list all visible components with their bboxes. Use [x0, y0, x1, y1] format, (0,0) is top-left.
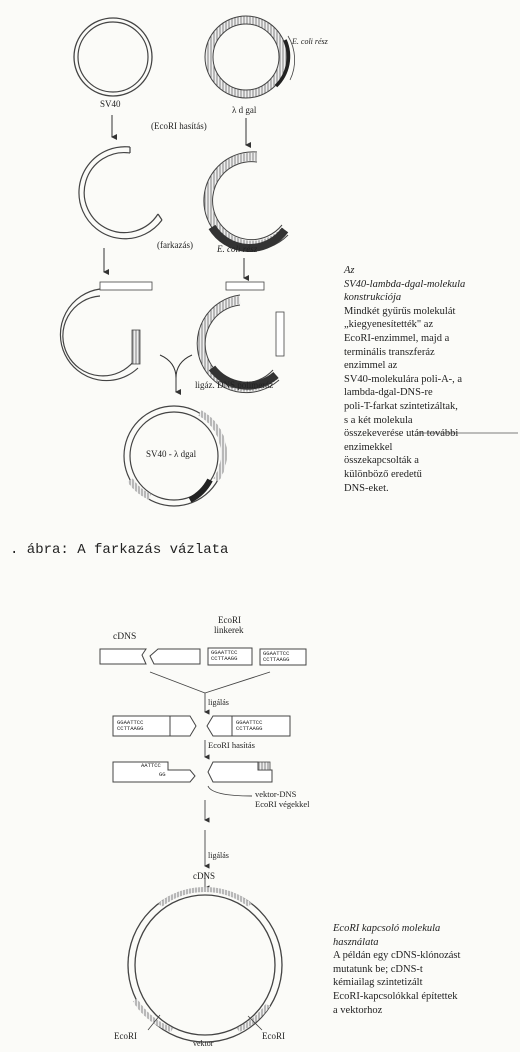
- caption1-line: összekeverése után további: [344, 428, 459, 440]
- seq-top: GGAATTCC: [117, 719, 144, 726]
- caption1-line: EcoRI-enzimmel, majd a: [344, 332, 450, 344]
- caption1-line: különböző eredetű: [344, 468, 422, 480]
- sv40-label: SV40: [100, 99, 121, 109]
- caption1-line: enzimmel az: [344, 360, 398, 372]
- ligase-label: ligáz. DNS polimeráz: [195, 380, 274, 390]
- merge-lines: [160, 355, 192, 392]
- seq-bottom: CCTTAAGG: [117, 725, 144, 732]
- gg-overhang: GG: [159, 771, 166, 778]
- linkers-label-1: EcoRI: [218, 615, 241, 625]
- ecori-cleavage-label-2: EcoRI hasítás: [208, 740, 255, 750]
- left-linker-sequence: [117, 720, 143, 732]
- cdns-fragment: [100, 649, 200, 664]
- aatt-overhang: AATTCC: [141, 762, 161, 769]
- figure2-caption: [333, 922, 460, 1017]
- hybrid-label: SV40 - λ dgal: [146, 449, 197, 459]
- ligation-label: ligálás: [208, 698, 229, 707]
- cdns-label: cDNS: [113, 632, 137, 642]
- lambda-label: λ d gal: [232, 105, 257, 115]
- caption1-line: konstrukciója: [344, 292, 402, 304]
- ligation2-label: ligálás: [208, 851, 229, 860]
- caption1-line: terminális transzferáz: [344, 346, 435, 358]
- seq-top: GGAATTCC: [236, 719, 263, 726]
- lambda-tailed: [197, 282, 284, 393]
- figure1-caption: [344, 264, 465, 495]
- cdns-ring-label: cDNS: [193, 871, 215, 881]
- seq-bottom: CCTTAAGG: [211, 655, 238, 662]
- caption1-line: poli-T-farkat szintetizáltak,: [344, 400, 458, 412]
- ecoli-mid-label: E. coli rész: [217, 244, 258, 254]
- linker2-sequence: [263, 651, 289, 663]
- ecori-cleavage-label: (EcoRI hasítás): [151, 121, 207, 131]
- tailing-label: (farkazás): [157, 240, 193, 250]
- caption2-line: a vektorhoz: [333, 1004, 383, 1016]
- sv40-circle: [74, 18, 152, 96]
- caption2-line: EcoRI kapcsoló molekula: [333, 923, 441, 934]
- caption2-line: mutatunk be; cDNS-t: [333, 963, 423, 975]
- ecoli-top-label: E. coli rész: [292, 37, 328, 46]
- vector-circle: [128, 888, 282, 1042]
- caption1-line: lambda-dgal-DNS-re: [344, 387, 433, 399]
- seq-bottom: CCTTAAGG: [236, 725, 263, 732]
- caption1-line: s a két molekula: [344, 414, 413, 426]
- caption2-line: A példán egy cDNS-klónozást: [333, 950, 461, 962]
- ecori-left-label: EcoRI: [114, 1031, 137, 1041]
- caption1-line: Az: [344, 265, 355, 276]
- vector-label-2: EcoRI végekkel: [255, 799, 310, 809]
- caption1-line: DNS-eket.: [344, 482, 389, 494]
- sv40-linear: [79, 147, 162, 239]
- linker1-sequence: [211, 650, 237, 662]
- caption1-line: „kiegyenesítették" az: [344, 319, 434, 331]
- caption1-line: Mindkét gyűrűs molekulát: [344, 305, 456, 317]
- caption2-line: kémiailag szintetizált: [333, 977, 423, 989]
- caption1-line: enzimekkel: [344, 441, 393, 453]
- sv40-tailed: [60, 282, 152, 381]
- caption1-line: összekapcsolták a: [344, 455, 419, 467]
- vector-label-1: vektor-DNS: [255, 789, 297, 799]
- cut-construct: [113, 762, 272, 782]
- figure1-title: . ábra: A farkazás vázlata: [10, 542, 229, 558]
- linkers-label-2: linkerek: [214, 625, 244, 635]
- caption1-line: SV40-molekulára poli-A-, a: [344, 373, 463, 385]
- vector-ring-label: vektor: [193, 1039, 214, 1048]
- seq-top: GGAATTCC: [211, 649, 238, 656]
- seq-top: GGAATTCC: [263, 650, 290, 657]
- lambda-linear: [204, 152, 288, 250]
- caption1-line: SV40-lambda-dgal-molekula: [344, 278, 466, 290]
- right-linker-sequence: [236, 720, 262, 732]
- caption2-line: EcoRI-kapcsolókkal építettek: [333, 990, 458, 1002]
- ecori-right-label: EcoRI: [262, 1031, 285, 1041]
- caption2-line: használata: [333, 936, 379, 948]
- seq-bottom: CCTTAAGG: [263, 656, 290, 663]
- lambda-dgal-circle: [205, 16, 295, 98]
